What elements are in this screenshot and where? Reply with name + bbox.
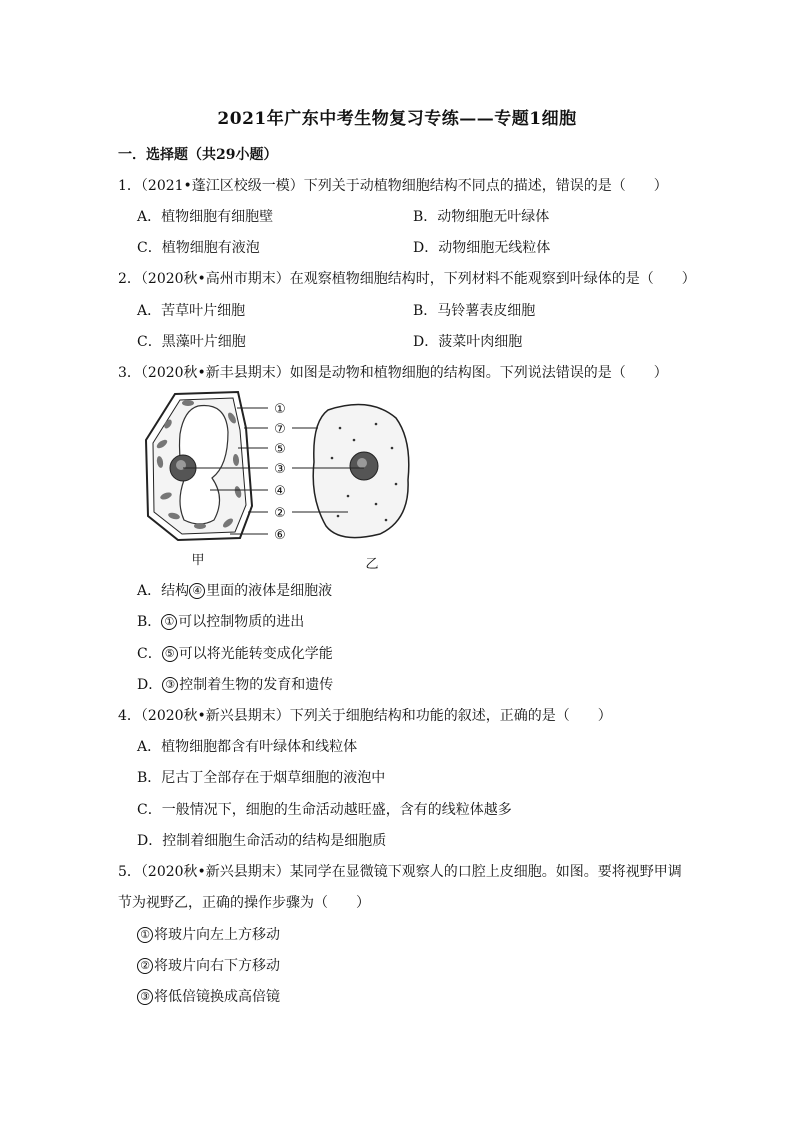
q2-option-c: C．黑藻叶片细胞: [137, 334, 246, 350]
label-7: ⑦: [274, 422, 286, 437]
q5-step-3-text: 将低倍镜换成高倍镜: [154, 989, 280, 1005]
q1-stem: 1．（2021•蓬江区校级一模）下列关于动植物细胞结构不同点的描述，错误的是（ ）: [118, 178, 668, 194]
label-5: ⑤: [274, 442, 286, 457]
q5-step-2-text: 将玻片向右下方移动: [154, 958, 280, 974]
q3-c-prefix: C．: [137, 646, 162, 662]
q3-d-text: 控制着生物的发育和遗传: [179, 677, 334, 693]
q5-stem-line2: 节为视野乙，正确的操作步骤为（ ）: [118, 895, 370, 911]
q4-option-b: B．尼古丁全部存在于烟草细胞的液泡中: [137, 770, 386, 786]
q3-option-d: [137, 676, 333, 694]
q3-b-prefix: B．: [137, 614, 162, 630]
q3-a-text: 里面的液体是细胞液: [206, 583, 333, 599]
section-heading: 一．选择题（共29小题）: [118, 147, 278, 163]
label-3: ③: [274, 462, 286, 477]
q3-option-b: [137, 613, 304, 631]
q4-option-a: A．植物细胞都含有叶绿体和线粒体: [137, 739, 358, 755]
plant-cell: [146, 392, 252, 540]
q3-b-text: 可以控制物质的进出: [178, 614, 305, 630]
q4-option-c: C．一般情况下，细胞的生命活动越旺盛，含有的线粒体越多: [137, 802, 512, 818]
q2-stem: 2．（2020秋•高州市期末）在观察植物细胞结构时，下列材料不能观察到叶绿体的是（ ）: [118, 271, 696, 287]
label-1: ①: [274, 402, 286, 417]
q3-d-prefix: D．: [137, 677, 163, 693]
q3-stem: 3．（2020秋•新丰县期末）如图是动物和植物细胞的结构图。下列说法错误的是（ ）: [118, 365, 668, 381]
caption-yi: 乙: [365, 557, 379, 572]
q5-step-2: [137, 957, 280, 975]
caption-jia: 甲: [191, 553, 205, 568]
circled-number: ④: [189, 583, 205, 599]
circled-number: ①: [161, 614, 177, 630]
q4-option-d: D．控制着细胞生命活动的结构是细胞质: [137, 833, 387, 849]
label-2: ②: [274, 506, 286, 521]
q3-c-text: 可以将光能转变成化学能: [178, 646, 333, 662]
circled-number: ⑤: [162, 646, 178, 662]
q5-stem-line1: 5．（2020秋•新兴县期末）某同学在显微镜下观察人的口腔上皮细胞。如图。要将视野甲调: [118, 864, 682, 880]
q2-option-d: D．菠菜叶肉细胞: [413, 334, 523, 350]
circled-number: ②: [137, 958, 153, 974]
q5-step-1: [137, 926, 280, 944]
q5-step-3: [137, 988, 280, 1006]
circled-number: ③: [137, 989, 153, 1005]
label-6: ⑥: [274, 528, 286, 543]
q1-option-c: C．植物细胞有液泡: [137, 240, 260, 256]
q2-option-a: A．苦草叶片细胞: [137, 303, 246, 319]
q4-stem: 4．（2020秋•新兴县期末）下列关于细胞结构和功能的叙述，正确的是（ ）: [118, 708, 612, 724]
q2-option-b: B．马铃薯表皮细胞: [413, 303, 536, 319]
q3-option-c: [137, 645, 333, 663]
circled-number: ①: [137, 927, 153, 943]
page-title: 2021年广东中考生物复习专练——专题1细胞: [217, 109, 577, 129]
q1-option-b: B．动物细胞无叶绿体: [413, 209, 550, 225]
animal-cell: [313, 405, 409, 538]
q5-step-1-text: 将玻片向左上方移动: [154, 927, 280, 943]
q1-option-a: A．植物细胞有细胞壁: [137, 209, 274, 225]
q1-option-d: D．动物细胞无线粒体: [413, 240, 551, 256]
label-4: ④: [274, 484, 286, 499]
q3-option-a: [137, 582, 332, 600]
cell-structure-figure: [140, 388, 420, 574]
q3-a-prefix: A．结构: [137, 583, 190, 599]
circled-number: ③: [162, 677, 178, 693]
